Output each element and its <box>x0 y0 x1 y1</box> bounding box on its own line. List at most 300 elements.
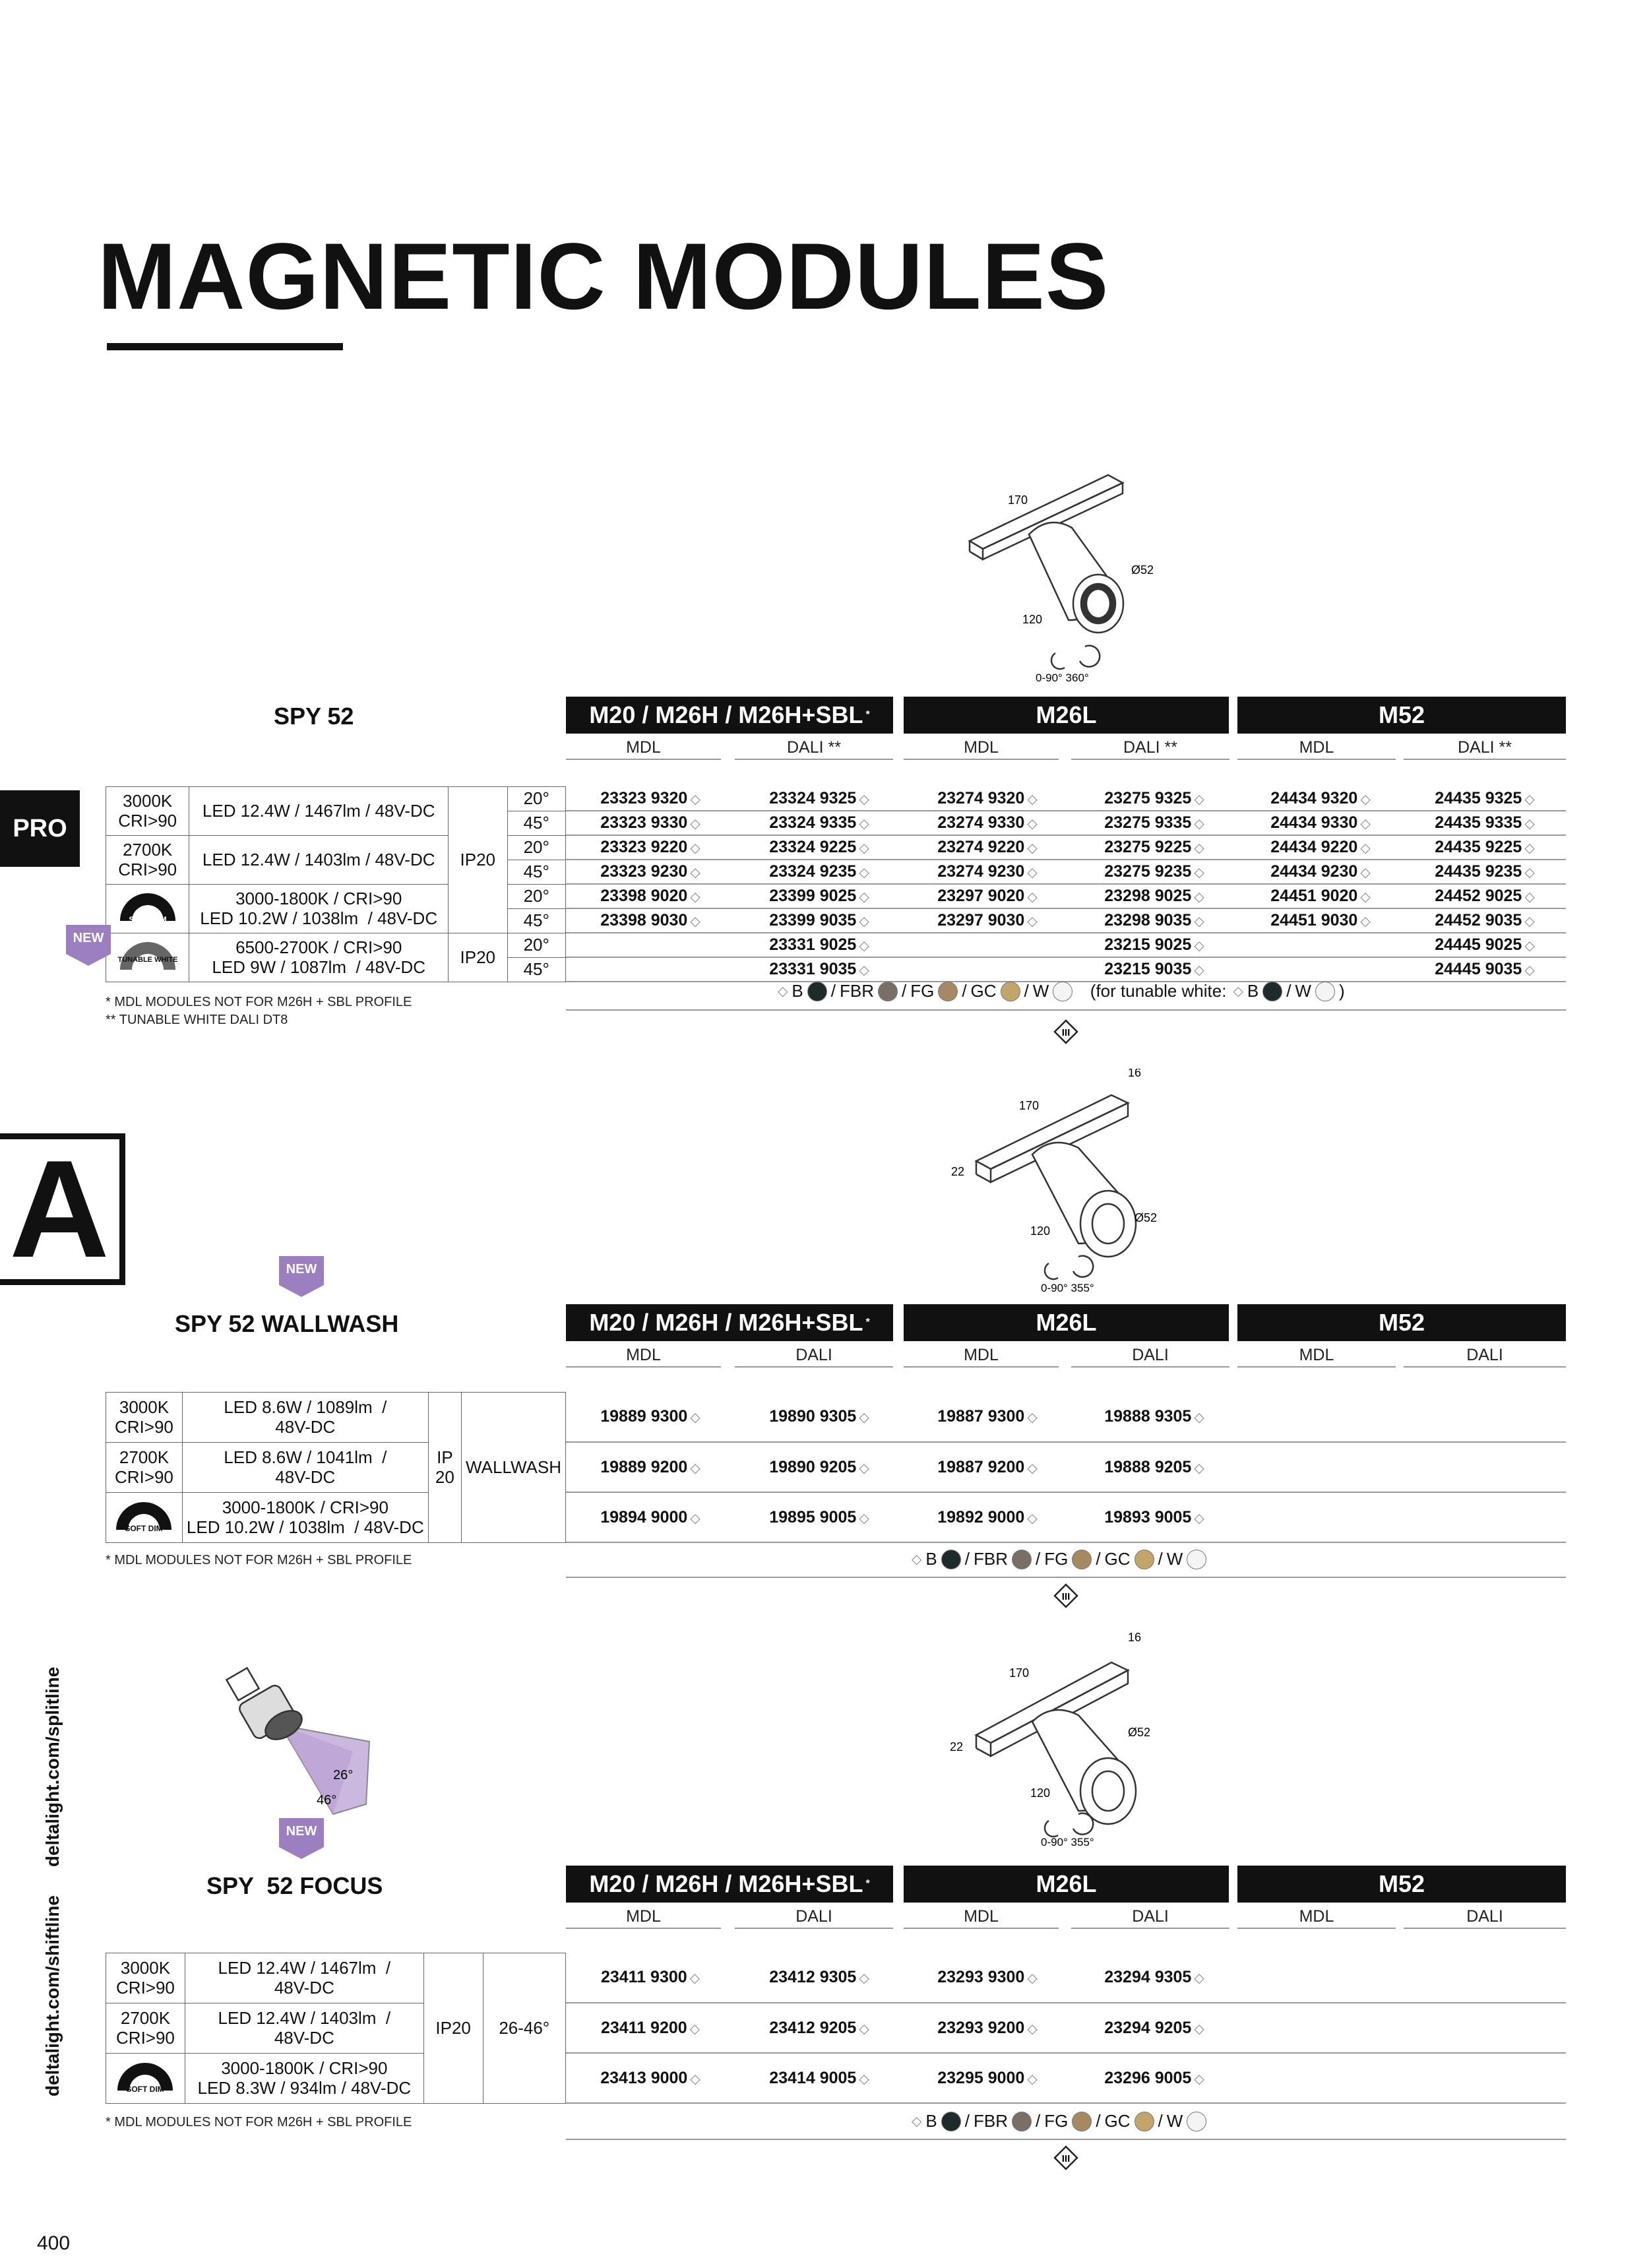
article-code[interactable]: 19892 9000 <box>937 1507 1025 1527</box>
svg-text:26°: 26° <box>333 1768 354 1782</box>
article-code-cell[interactable] <box>1237 884 1404 908</box>
article-code[interactable]: 24445 9035 <box>1435 960 1522 978</box>
footnote: * MDL MODULES NOT FOR M26H + SBL PROFILE <box>106 2115 412 2129</box>
article-code-cell <box>1237 1492 1404 1542</box>
table-row <box>566 884 1566 908</box>
subheader: MDL <box>1237 736 1396 760</box>
article-code-cell <box>1237 957 1404 982</box>
article-code[interactable]: 23215 9035 <box>1104 960 1192 978</box>
article-code[interactable]: 23413 9000 <box>600 2068 688 2087</box>
finish-legend: ◇ B / FBR / FG / GC / W (for tunable white: ◇ B / W ) <box>778 981 1345 1001</box>
article-code[interactable]: 23275 9225 <box>1104 838 1192 856</box>
article-code[interactable]: 23324 9225 <box>769 838 857 856</box>
spec-cell: 3000-1800K / CRI>90 LED 10.2W / 1038lm / 48V-DC <box>189 885 449 933</box>
article-code-cell[interactable] <box>1404 811 1566 835</box>
ip-cell: IP20 <box>423 1953 483 2104</box>
article-code-cell[interactable] <box>1404 884 1566 908</box>
svg-text:TUNABLE WHITE: TUNABLE WHITE <box>117 956 178 964</box>
table-row <box>566 933 1566 957</box>
side-tab-pro[interactable]: PRO <box>0 790 80 867</box>
article-code-cell[interactable] <box>1404 933 1566 957</box>
article-code-cell[interactable] <box>735 786 904 811</box>
article-code[interactable]: 23399 9035 <box>769 911 857 929</box>
article-code-cell[interactable] <box>1404 786 1566 811</box>
article-code[interactable]: 23294 9205 <box>1104 2018 1192 2037</box>
finish-diamond-icon: ◇ <box>859 2021 869 2036</box>
finish-diamond-icon: ◇ <box>1524 914 1535 929</box>
product-drawing-spy52-wallwash <box>937 1069 1174 1293</box>
svg-text:NEW: NEW <box>286 1824 317 1839</box>
article-code[interactable]: 19887 9300 <box>937 1407 1025 1426</box>
finish-diamond-icon: ◇ <box>859 1971 869 1986</box>
finish-diamond-icon: ◇ <box>690 866 700 880</box>
article-code[interactable]: 23294 9305 <box>1104 1968 1192 1986</box>
article-code[interactable]: 23412 9205 <box>769 2018 857 2037</box>
article-code-cell[interactable] <box>566 811 735 835</box>
finish-diamond-icon: ◇ <box>1194 792 1204 807</box>
finish-diamond-icon: ◇ <box>690 890 700 904</box>
tunable-white-icon <box>115 938 181 972</box>
codes-table-spy52-wallwash <box>566 1392 1566 1543</box>
header-m52: M52 <box>1237 697 1566 734</box>
article-code-cell <box>1237 2003 1404 2053</box>
article-code-cell <box>1404 1953 1566 2003</box>
article-code[interactable]: 19888 9205 <box>1104 1457 1192 1476</box>
article-code-cell[interactable] <box>1071 1953 1237 2003</box>
table-row <box>566 908 1566 933</box>
article-code-cell[interactable] <box>566 786 735 811</box>
article-code-cell[interactable] <box>904 2003 1071 2053</box>
article-code-cell[interactable] <box>1404 908 1566 933</box>
spec-cell: LED 12.4W / 1403lm / 48V-DC <box>185 2003 423 2054</box>
finish-diamond-icon: ◇ <box>690 841 700 856</box>
cct-cell: 3000K CRI>90 <box>106 787 189 836</box>
finish-diamond-icon: ◇ <box>859 890 869 904</box>
angle-cell: 20° <box>507 933 565 958</box>
article-code-cell[interactable] <box>735 811 904 835</box>
article-code[interactable]: 23275 9335 <box>1104 813 1192 832</box>
header-m26l: M26L <box>904 1866 1229 1903</box>
article-code-cell[interactable] <box>1071 1442 1237 1492</box>
article-code[interactable]: 23298 9025 <box>1104 887 1192 905</box>
article-code[interactable]: 24451 9030 <box>1270 911 1358 929</box>
finish-b-swatch <box>807 982 827 1001</box>
article-code-cell[interactable] <box>1071 811 1237 835</box>
article-code[interactable]: 24452 9025 <box>1435 887 1522 905</box>
finish-diamond-icon: ◇ <box>859 817 869 831</box>
beam-cell: 26-46° <box>483 1953 565 2104</box>
svg-text:SOFT DIM: SOFT DIM <box>129 915 167 924</box>
article-code[interactable]: 23398 9020 <box>600 887 688 905</box>
article-code-cell[interactable] <box>735 2003 904 2053</box>
article-code[interactable]: 23274 9230 <box>937 862 1025 881</box>
article-code-cell[interactable] <box>1404 835 1566 860</box>
article-code-cell[interactable] <box>1071 2053 1237 2103</box>
article-code[interactable]: 23324 9325 <box>769 788 857 807</box>
article-code[interactable]: 19889 9200 <box>600 1457 688 1476</box>
subheader: DALI ** <box>1071 736 1229 760</box>
article-code-cell[interactable] <box>1071 933 1237 957</box>
svg-text:Ø52: Ø52 <box>1135 1211 1158 1224</box>
article-code[interactable]: 23399 9025 <box>769 887 857 905</box>
side-tab-a[interactable]: A <box>0 1133 125 1285</box>
article-code-cell <box>1237 2053 1404 2103</box>
article-code[interactable]: 19890 9205 <box>769 1457 857 1476</box>
page-title: MAGNETIC MODULES <box>98 224 1109 329</box>
ip-cell: IP20 <box>449 787 508 933</box>
svg-text:170: 170 <box>1009 1666 1030 1680</box>
article-code-cell[interactable] <box>566 1392 735 1442</box>
subheader: DALI ** <box>735 736 893 760</box>
finish-diamond-icon: ◇ <box>689 2021 700 2036</box>
article-code[interactable]: 23274 9220 <box>937 838 1025 856</box>
article-code-cell <box>1237 1953 1404 2003</box>
article-code-cell[interactable] <box>904 835 1071 860</box>
svg-text:NEW: NEW <box>73 931 104 945</box>
article-code-cell[interactable] <box>904 1953 1071 2003</box>
article-code-cell[interactable] <box>735 1392 904 1442</box>
vertical-link-splitline[interactable]: deltalight.com/splitline <box>42 1666 63 1867</box>
article-code[interactable]: 23324 9235 <box>769 862 857 881</box>
table-row <box>566 786 1566 811</box>
finish-diamond-icon: ◇ <box>1194 2021 1204 2036</box>
article-code-cell[interactable] <box>1071 1492 1237 1542</box>
header-m20: M20 / M26H / M26H+SBL * <box>566 1304 893 1341</box>
dim-rotation: 0-90° 360° <box>1036 672 1089 684</box>
article-code[interactable]: 23296 9005 <box>1104 2068 1192 2087</box>
cct-cell: 2700K CRI>90 <box>106 836 189 885</box>
article-code-cell[interactable] <box>904 1392 1071 1442</box>
angle-cell: 20° <box>507 787 565 811</box>
finish-diamond-icon: ◇ <box>690 914 700 929</box>
angle-cell: 45° <box>507 860 565 885</box>
article-code-cell[interactable] <box>1071 2003 1237 2053</box>
article-code-cell[interactable] <box>566 835 735 860</box>
finish-diamond-icon: ◇ <box>859 866 869 880</box>
soft-dim-cell <box>106 1493 183 1543</box>
article-code-cell[interactable] <box>1071 835 1237 860</box>
article-code-cell[interactable] <box>904 884 1071 908</box>
svg-text:III: III <box>1061 1027 1071 1038</box>
table-row <box>566 2003 1566 2053</box>
subheader: MDL <box>904 736 1059 760</box>
codes-table-spy52 <box>566 786 1566 982</box>
header-m20: M20 / M26H / M26H+SBL * <box>566 1866 893 1903</box>
article-code[interactable]: 24435 9325 <box>1435 788 1522 807</box>
svg-text:0-90° 355°: 0-90° 355° <box>1041 1836 1094 1847</box>
finish-legend: ◇ B / FBR / FG / GC / W <box>909 2111 1206 2131</box>
article-code[interactable]: 24435 9235 <box>1435 862 1522 881</box>
article-code[interactable]: 23297 9030 <box>937 911 1025 929</box>
article-code[interactable]: 23293 9300 <box>937 1968 1025 1986</box>
article-code-cell[interactable] <box>904 908 1071 933</box>
spec-table-spy52-wallwash <box>106 1392 566 1543</box>
new-badge <box>279 1256 324 1300</box>
finish-diamond-icon: ◇ <box>1360 914 1371 929</box>
soft-dim-icon <box>112 2059 178 2093</box>
spec-cell: LED 12.4W / 1467lm / 48V-DC <box>185 1953 423 2003</box>
article-code-cell[interactable] <box>904 2053 1071 2103</box>
table-row <box>566 860 1566 884</box>
svg-text:NEW: NEW <box>286 1262 317 1276</box>
spec-cell: 3000-1800K / CRI>90 LED 8.3W / 934lm / 48V-DC <box>185 2054 423 2104</box>
soft-dim-cell <box>106 2054 185 2104</box>
finish-diamond-icon: ◇ <box>1194 1511 1204 1526</box>
finish-diamond-icon: ◇ <box>1360 817 1371 831</box>
finish-diamond-icon: ◇ <box>859 914 869 929</box>
article-code-cell[interactable] <box>1071 1392 1237 1442</box>
finish-diamond-icon: ◇ <box>1194 866 1204 880</box>
finish-diamond-icon: ◇ <box>1524 817 1535 831</box>
article-code-cell <box>1404 2053 1566 2103</box>
finish-diamond-icon: ◇ <box>859 1461 869 1476</box>
article-code-cell[interactable] <box>735 884 904 908</box>
article-code-cell[interactable] <box>566 884 735 908</box>
article-code[interactable]: 19893 9005 <box>1104 1507 1192 1527</box>
cct-cell: 3000K CRI>90 <box>106 1953 185 2003</box>
spec-cell: LED 12.4W / 1467lm / 48V-DC <box>189 787 449 836</box>
article-code-cell[interactable] <box>1237 786 1404 811</box>
spec-cell: 3000-1800K / CRI>90 LED 10.2W / 1038lm / 48V-DC <box>182 1493 428 1543</box>
article-code-cell[interactable] <box>1071 786 1237 811</box>
article-code-cell[interactable] <box>1071 957 1237 982</box>
article-code-cell[interactable] <box>566 1492 735 1542</box>
finish-diamond-icon: ◇ <box>1027 1511 1038 1526</box>
article-code-cell[interactable] <box>1237 860 1404 884</box>
new-badge <box>279 1818 324 1862</box>
codes-table-spy52-focus <box>566 1953 1566 2104</box>
finish-diamond-icon: ◇ <box>1524 963 1535 978</box>
finish-diamond-icon: ◇ <box>690 817 700 831</box>
subheader: DALI <box>1071 1344 1229 1368</box>
article-code-cell <box>1404 1492 1566 1542</box>
finish-diamond-icon: ◇ <box>1194 841 1204 856</box>
svg-text:22: 22 <box>950 1740 964 1753</box>
footnote: ** TUNABLE WHITE DALI DT8 <box>106 1013 288 1027</box>
article-code[interactable]: 24445 9025 <box>1435 935 1522 954</box>
article-code[interactable]: 23331 9025 <box>769 935 857 954</box>
article-code[interactable]: 24434 9320 <box>1270 788 1358 807</box>
spec-cell: LED 12.4W / 1403lm / 48V-DC <box>189 836 449 885</box>
table-row <box>566 811 1566 835</box>
article-code-cell[interactable] <box>1071 884 1237 908</box>
article-code[interactable]: 19888 9305 <box>1104 1407 1192 1426</box>
article-code[interactable]: 24434 9220 <box>1270 838 1358 856</box>
finish-diamond-icon: ◇ <box>859 2071 869 2087</box>
article-code[interactable]: 23323 9330 <box>600 813 688 832</box>
vertical-link-shiftline[interactable]: deltalight.com/shiftline <box>42 1895 63 2096</box>
finish-diamond-icon: ◇ <box>1360 890 1371 904</box>
article-code-cell[interactable] <box>566 908 735 933</box>
finish-diamond-icon: ◇ <box>1027 890 1038 904</box>
article-code-cell[interactable] <box>1404 860 1566 884</box>
article-code[interactable]: 23323 9320 <box>600 788 688 807</box>
subheader: MDL <box>566 736 721 760</box>
finish-diamond-icon: ◇ <box>1027 841 1038 856</box>
article-code[interactable]: 23331 9035 <box>769 960 857 978</box>
article-code[interactable]: 23274 9320 <box>937 788 1025 807</box>
angle-cell: 45° <box>507 811 565 836</box>
rule <box>566 1009 1566 1011</box>
ip-cell: IP 20 <box>428 1393 461 1543</box>
article-code[interactable]: 24452 9035 <box>1435 911 1522 929</box>
article-code[interactable]: 23412 9305 <box>769 1968 857 1986</box>
article-code[interactable]: 23298 9035 <box>1104 911 1192 929</box>
article-code-cell <box>566 933 735 957</box>
article-code-cell[interactable] <box>566 860 735 884</box>
angle-cell: 45° <box>507 909 565 933</box>
header-m20: M20 / M26H / M26H+SBL * <box>566 697 893 734</box>
finish-diamond-icon: ◇ <box>1360 792 1371 807</box>
class-iii-icon <box>1053 1019 1078 1044</box>
article-code-cell[interactable] <box>1071 908 1237 933</box>
article-code-cell <box>904 933 1071 957</box>
subheader: MDL <box>1237 1344 1396 1368</box>
footnote: * MDL MODULES NOT FOR M26H + SBL PROFILE <box>106 1553 412 1567</box>
new-badge <box>66 925 111 969</box>
article-code[interactable]: 24435 9225 <box>1435 838 1522 856</box>
article-code-cell[interactable] <box>904 1492 1071 1542</box>
header-m52: M52 <box>1237 1304 1566 1341</box>
article-code-cell[interactable] <box>735 835 904 860</box>
article-code[interactable]: 23275 9235 <box>1104 862 1192 881</box>
article-code[interactable]: 24451 9020 <box>1270 887 1358 905</box>
header-m26l: M26L <box>904 697 1229 734</box>
article-code-cell <box>566 957 735 982</box>
svg-text:SOFT DIM: SOFT DIM <box>125 1524 164 1533</box>
subheader: DALI <box>735 1344 893 1368</box>
title-underline <box>107 343 343 350</box>
article-code-cell <box>1237 933 1404 957</box>
cct-cell: 2700K CRI>90 <box>106 1443 183 1493</box>
finish-diamond-icon: ◇ <box>1027 792 1038 807</box>
article-code-cell <box>904 957 1071 982</box>
spec-cell: 6500-2700K / CRI>90 LED 9W / 1087lm / 48V-DC <box>189 933 449 982</box>
finish-fg-swatch <box>938 982 958 1001</box>
table-row <box>566 1492 1566 1542</box>
finish-diamond-icon: ◇ <box>1524 841 1535 856</box>
svg-text:46°: 46° <box>317 1793 337 1808</box>
finish-diamond-icon: ◇ <box>1027 1971 1038 1986</box>
article-code[interactable]: 23324 9335 <box>769 813 857 832</box>
finish-diamond-icon: ◇ <box>1194 1410 1204 1425</box>
article-code-cell[interactable] <box>1237 908 1404 933</box>
svg-text:0-90° 355°: 0-90° 355° <box>1041 1282 1094 1293</box>
svg-text:120: 120 <box>1030 1224 1051 1238</box>
article-code-cell[interactable] <box>1237 811 1404 835</box>
article-code-cell[interactable] <box>566 2053 735 2103</box>
article-code-cell[interactable] <box>735 860 904 884</box>
article-code[interactable]: 19895 9005 <box>769 1507 857 1527</box>
spec-table-spy52-focus <box>106 1953 566 2104</box>
soft-dim-icon <box>115 889 181 924</box>
finish-diamond-icon: ◇ <box>1360 866 1371 880</box>
article-code-cell[interactable] <box>735 908 904 933</box>
article-code-cell[interactable] <box>735 1442 904 1492</box>
article-code[interactable]: 23275 9325 <box>1104 788 1192 807</box>
article-code[interactable]: 19889 9300 <box>600 1407 688 1426</box>
subheader: DALI <box>735 1905 893 1929</box>
finish-gc-swatch <box>1001 982 1020 1001</box>
svg-text:22: 22 <box>951 1165 965 1178</box>
article-code[interactable]: 19894 9000 <box>600 1507 688 1527</box>
article-code[interactable]: 23414 9005 <box>769 2068 857 2087</box>
article-code[interactable]: 24435 9335 <box>1435 813 1522 832</box>
article-code-cell[interactable] <box>735 1492 904 1542</box>
finish-diamond-icon: ◇ <box>1194 817 1204 831</box>
article-code-cell[interactable] <box>566 1442 735 1492</box>
focus-beam-drawing <box>218 1666 389 1824</box>
article-code[interactable]: 19890 9305 <box>769 1407 857 1426</box>
article-code[interactable]: 23398 9030 <box>600 911 688 929</box>
subheader: MDL <box>566 1344 721 1368</box>
article-code-cell[interactable] <box>735 2053 904 2103</box>
article-code[interactable]: 24434 9330 <box>1270 813 1358 832</box>
article-code-cell[interactable] <box>1404 957 1566 982</box>
table-row <box>566 1392 1566 1442</box>
article-code-cell[interactable] <box>904 811 1071 835</box>
article-code-cell[interactable] <box>735 957 904 982</box>
article-code-cell[interactable] <box>1071 860 1237 884</box>
article-code-cell[interactable] <box>735 933 904 957</box>
subheader: MDL <box>1237 1905 1396 1929</box>
finish-diamond-icon: ◇ <box>1524 890 1535 904</box>
finish-diamond-icon: ◇ <box>859 1511 869 1526</box>
article-code[interactable]: 23293 9200 <box>937 2018 1025 2037</box>
article-code[interactable]: 23411 9200 <box>600 2018 687 2037</box>
article-code-cell[interactable] <box>566 2003 735 2053</box>
article-code[interactable]: 24434 9230 <box>1270 862 1358 881</box>
article-code[interactable]: 19887 9200 <box>937 1457 1025 1476</box>
svg-text:170: 170 <box>1019 1099 1040 1112</box>
finish-diamond-icon: ◇ <box>690 1511 700 1526</box>
product-name-spy52-focus: SPY 52 FOCUS <box>206 1872 383 1899</box>
finish-diamond-icon: ◇ <box>689 1971 700 1986</box>
angle-cell: 20° <box>507 836 565 860</box>
article-code-cell[interactable] <box>1237 835 1404 860</box>
finish-diamond-icon: ◇ <box>1360 841 1371 856</box>
article-code-cell[interactable] <box>904 786 1071 811</box>
article-code-cell <box>1404 1442 1566 1492</box>
finish-diamond-icon: ◇ <box>859 963 869 978</box>
finish-diamond-icon: ◇ <box>859 1410 869 1425</box>
finish-diamond-icon: ◇ <box>1027 817 1038 831</box>
article-code-cell[interactable] <box>735 1953 904 2003</box>
article-code[interactable]: 23323 9220 <box>600 838 688 856</box>
article-code[interactable]: 23297 9020 <box>937 887 1025 905</box>
finish-diamond-icon: ◇ <box>859 792 869 807</box>
table-row <box>566 957 1566 982</box>
article-code-cell <box>1404 2003 1566 2053</box>
finish-diamond-icon: ◇ <box>690 2071 700 2087</box>
rule <box>566 2139 1566 2140</box>
header-m26l: M26L <box>904 1304 1229 1341</box>
article-code[interactable]: 23274 9330 <box>937 813 1025 832</box>
article-code-cell[interactable] <box>904 1442 1071 1492</box>
article-code-cell[interactable] <box>904 860 1071 884</box>
article-code-cell[interactable] <box>566 1953 735 2003</box>
article-code[interactable]: 23295 9000 <box>937 2068 1025 2087</box>
footnote: * MDL MODULES NOT FOR M26H + SBL PROFILE <box>106 995 412 1009</box>
cct-cell: 3000K CRI>90 <box>106 1393 183 1443</box>
product-name-spy52-wallwash: SPY 52 WALLWASH <box>175 1310 399 1337</box>
article-code[interactable]: 23411 9300 <box>600 1968 687 1986</box>
svg-text:120: 120 <box>1030 1786 1051 1800</box>
tunable-white-cell <box>106 933 189 982</box>
article-code[interactable]: 23323 9230 <box>600 862 688 881</box>
article-code[interactable]: 23215 9025 <box>1104 935 1192 954</box>
soft-dim-cell <box>106 885 189 933</box>
